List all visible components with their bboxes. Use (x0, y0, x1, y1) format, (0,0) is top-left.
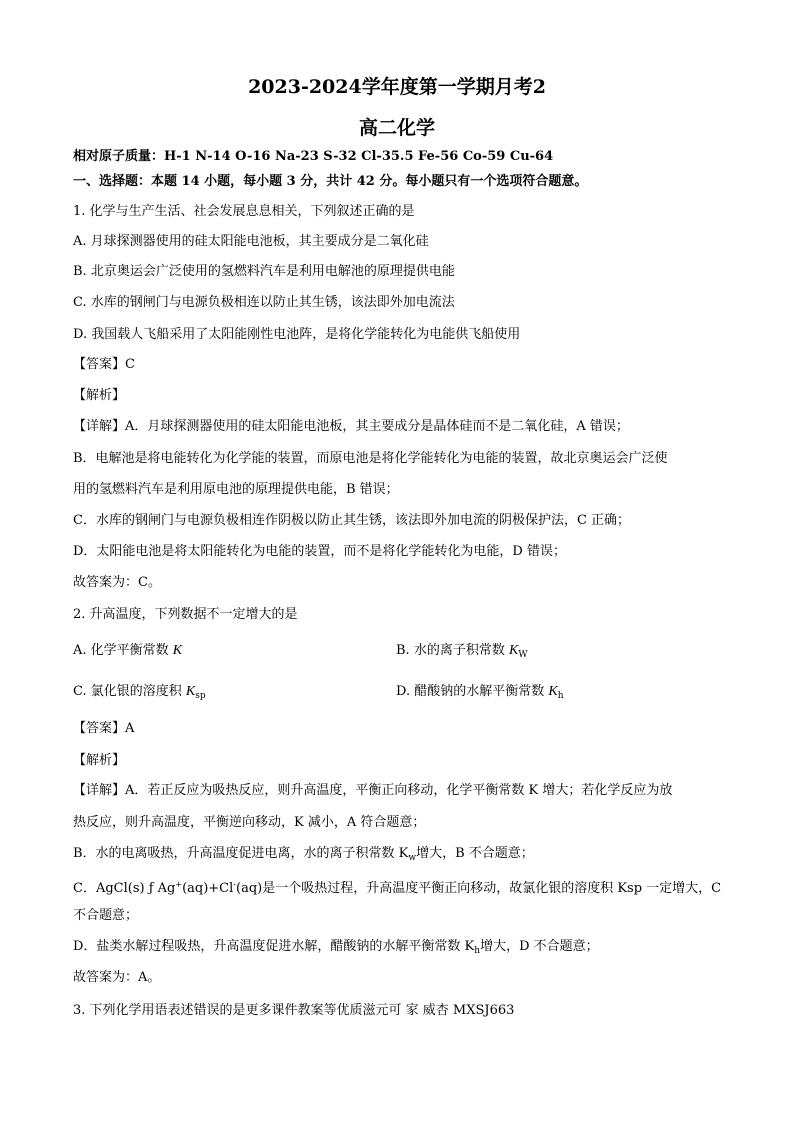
q1-detail-4: C．水库的钢闸门与电源负极相连作阴极以防止其生锈，该法即外加电流的阴极保护法，C 正确； (73, 513, 631, 528)
exam-title: 2023-2024学年度第一学期月考2 (248, 76, 546, 98)
q2-detail-5: 不合题意； (73, 908, 139, 923)
q2-option-c-text: C. 氯化银的溶度积 (73, 684, 182, 699)
atomic-mass: 相对原子质量：H-1 N-14 O-16 Na-23 S-32 Cl-35.5 Fe-56 Co-59 Cu-64 (73, 149, 554, 164)
q2-option-b-symbol: K (508, 643, 519, 658)
q2-option-a (73, 642, 182, 660)
q2-detail-4-tail: (aq)是一个吸热过程，升高温度平衡正向移动，故氯化银的溶度积 Ksp 一定增大，C (236, 881, 722, 896)
q2-analysis-label: 【解析】 (73, 753, 126, 768)
q2-detail-4-sup-minus: - (233, 880, 236, 889)
q2-answer: 【答案】A (73, 721, 135, 736)
q2-detail-4 (73, 876, 721, 898)
q2-detail-3-text: B．水的电离吸热，升高温度促进电离，水的离子积常数 K (73, 846, 409, 861)
section-heading: 一、选择题：本题 14 小题，每小题 3 分，共计 42 分。每小题只有一个选项符合题意。 (73, 174, 588, 189)
q2-option-b (396, 642, 528, 664)
q2-option-b-text: B. 水的离子积常数 (396, 643, 505, 658)
q2-option-a-text: A. 化学平衡常数 (73, 643, 169, 658)
q1-detail-5: D．太阳能电池是将太阳能转化为电能的装置，而不是将化学能转化为电能，D 错误； (73, 544, 566, 559)
q2-conclusion: 故答案为：A。 (73, 970, 161, 985)
q2-detail-6-tail: 增大，D 不合题意； (480, 939, 599, 954)
q2-detail-4-mid: (aq)+Cl (182, 881, 234, 896)
q2-detail-6-text: D．盐类水解过程吸热，升高温度促进水解，醋酸钠的水解平衡常数 K (73, 939, 475, 954)
q2-detail-6 (73, 938, 599, 960)
q1-analysis-label: 【解析】 (73, 388, 126, 403)
q2-option-b-subscript: W (518, 650, 528, 660)
q2-detail-4-sup-plus: + (175, 880, 183, 889)
q2-option-c-subscript: sp (195, 691, 206, 701)
q3-stem: 3. 下列化学用语表述错误的是更多课件教案等优质滋元可 家 威杏 MXSJ663 (73, 1003, 515, 1018)
q1-option-b: B. 北京奥运会广泛使用的氢燃料汽车是利用电解池的原理提供电能 (73, 264, 455, 279)
q2-option-d-subscript: h (557, 691, 564, 701)
q2-detail-6-subscript: h (474, 946, 481, 956)
q2-detail-1: 【详解】A．若正反应为吸热反应，则升高温度，平衡正向移动，化学平衡常数 K 增大；若化学反应为放 (73, 783, 673, 798)
q1-option-d: D. 我国载人飞船采用了太阳能刚性电池阵，是将化学能转化为电能供飞船使用 (73, 327, 521, 342)
q1-answer: 【答案】C (73, 357, 135, 372)
q2-stem: 2. 升高温度，下列数据不一定增大的是 (73, 607, 298, 622)
q2-detail-4-text: C．AgCl(s) ƒ Ag (73, 881, 176, 896)
q2-detail-3 (73, 845, 534, 867)
q2-option-d-symbol: K (548, 684, 558, 699)
q2-option-d (396, 683, 564, 705)
q2-option-d-text: D. 醋酸钠的水解平衡常数 (396, 684, 545, 699)
q2-detail-3-subscript: w (408, 853, 417, 863)
q1-detail-2: B．电解池是将电能转化为化学能的装置，而原电池是将化学能转化为电能的装置，故北京奥运会广泛使 (73, 451, 668, 466)
q2-option-a-symbol: K (172, 643, 183, 658)
q2-detail-2: 热反应，则升高温度，平衡逆向移动，K 减小，A 符合题意； (73, 815, 426, 830)
q1-option-c: C. 水库的钢闸门与电源负极相连以防止其生锈，该法即外加电流法 (73, 295, 455, 310)
q1-stem: 1. 化学与生产生活、社会发展息息相关，下列叙述正确的是 (73, 204, 415, 219)
q2-option-c (73, 683, 206, 705)
q2-option-c-symbol: K (185, 684, 196, 699)
q2-detail-3-tail: 增大，B 不合题意； (416, 846, 534, 861)
q1-conclusion: 故答案为：C。 (73, 575, 161, 590)
q1-option-a: A. 月球探测器使用的硅太阳能电池板，其主要成分是二氧化硅 (73, 234, 429, 249)
q1-detail-1: 【详解】A．月球探测器使用的硅太阳能电池板，其主要成分是晶体硅而不是二氧化硅，A 错误； (73, 419, 629, 434)
exam-subtitle: 高二化学 (358, 117, 435, 139)
q1-detail-3: 用的氢燃料汽车是利用原电池的原理提供电能，B 错误； (73, 482, 399, 497)
